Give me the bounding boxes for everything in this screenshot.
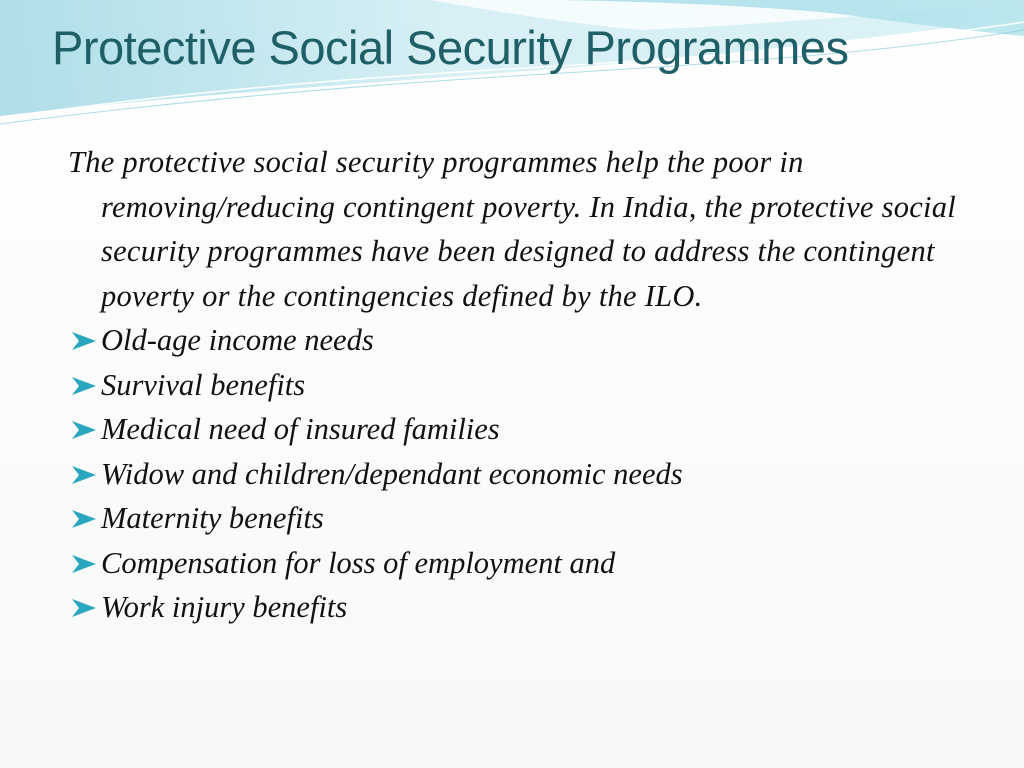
bullet-text: Maternity benefits <box>101 501 324 535</box>
bullet-text: Widow and children/dependant economic needs <box>101 456 683 491</box>
bullet-item <box>68 407 988 452</box>
bullet-list <box>68 318 988 630</box>
bullet-item <box>68 452 988 497</box>
bullet-text: Work injury benefits <box>101 590 348 624</box>
intro-paragraph: The protective social security programmes help the poor in removing/reducing contingent poverty. In India, the protective social security programmes have been designed to address the contingent poverty or the contingencies defined by the ILO. <box>68 145 956 313</box>
arrow-bullet-icon <box>72 377 96 395</box>
arrow-bullet-icon <box>72 466 96 484</box>
bullet-item <box>68 541 988 586</box>
arrow-bullet-icon <box>72 332 96 350</box>
arrow-bullet-icon <box>72 555 96 573</box>
slide-title: Protective Social Security Programmes <box>52 21 849 74</box>
arrow-bullet-icon <box>72 421 96 439</box>
bullet-item <box>68 585 988 630</box>
bullet-text: Old-age income needs <box>101 323 374 357</box>
bullet-item <box>68 318 988 363</box>
slide-body <box>68 140 988 630</box>
arrow-bullet-icon <box>72 510 96 528</box>
bullet-text: Medical need of insured families <box>101 412 500 446</box>
arrow-bullet-icon <box>72 599 96 617</box>
bullet-item <box>68 496 988 541</box>
bullet-item <box>68 363 988 408</box>
bullet-text: Survival benefits <box>101 367 306 402</box>
bullet-text: Compensation for loss of employment and <box>101 545 616 580</box>
